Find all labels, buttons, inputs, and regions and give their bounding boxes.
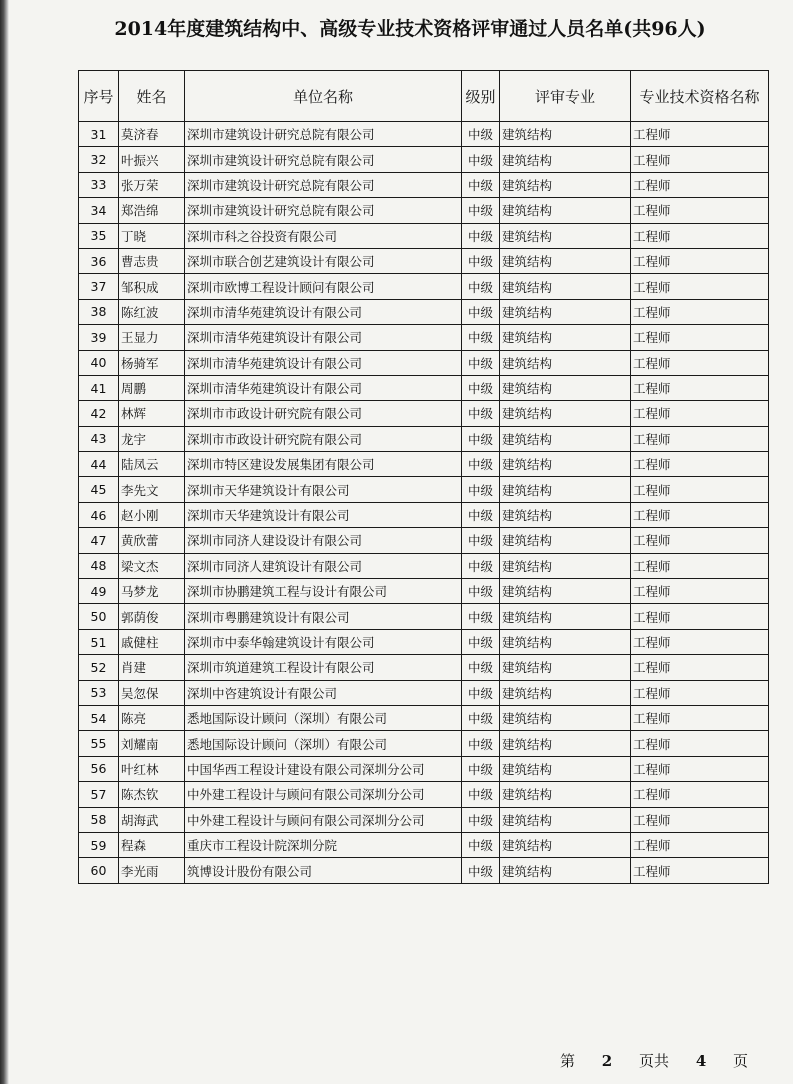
cell-name: 张万荣 xyxy=(119,172,185,197)
cell-level: 中级 xyxy=(462,553,500,578)
cell-level: 中级 xyxy=(462,604,500,629)
cell-seq: 45 xyxy=(79,477,119,502)
cell-unit: 深圳市建筑设计研究总院有限公司 xyxy=(185,172,462,197)
cell-level: 中级 xyxy=(462,477,500,502)
table-row xyxy=(79,248,769,273)
table-row xyxy=(79,604,769,629)
cell-seq: 34 xyxy=(79,198,119,223)
table-row xyxy=(79,147,769,172)
cell-seq: 41 xyxy=(79,375,119,400)
cell-major: 建筑结构 xyxy=(500,655,631,680)
cell-level: 中级 xyxy=(462,401,500,426)
cell-unit: 中国华西工程设计建设有限公司深圳分公司 xyxy=(185,756,462,781)
cell-major: 建筑结构 xyxy=(500,401,631,426)
cell-unit: 悉地国际设计顾问（深圳）有限公司 xyxy=(185,731,462,756)
cell-title: 工程师 xyxy=(631,655,769,680)
cell-title: 工程师 xyxy=(631,452,769,477)
cell-major: 建筑结构 xyxy=(500,274,631,299)
cell-title: 工程师 xyxy=(631,858,769,883)
cell-unit: 深圳市天华建筑设计有限公司 xyxy=(185,477,462,502)
cell-seq: 56 xyxy=(79,756,119,781)
cell-major: 建筑结构 xyxy=(500,579,631,604)
cell-unit: 深圳市清华苑建筑设计有限公司 xyxy=(185,299,462,324)
cell-title: 工程师 xyxy=(631,223,769,248)
table-row xyxy=(79,223,769,248)
cell-seq: 31 xyxy=(79,122,119,147)
table-row xyxy=(79,122,769,147)
cell-major: 建筑结构 xyxy=(500,426,631,451)
table-row xyxy=(79,502,769,527)
cell-major: 建筑结构 xyxy=(500,553,631,578)
cell-unit: 深圳市同济人建筑设计有限公司 xyxy=(185,553,462,578)
cell-seq: 57 xyxy=(79,782,119,807)
cell-unit: 深圳市欧博工程设计顾问有限公司 xyxy=(185,274,462,299)
table-row xyxy=(79,452,769,477)
cell-name: 郭荫俊 xyxy=(119,604,185,629)
cell-seq: 58 xyxy=(79,807,119,832)
cell-unit: 深圳市联合创艺建筑设计有限公司 xyxy=(185,248,462,273)
cell-level: 中级 xyxy=(462,274,500,299)
cell-unit: 深圳市粤鹏建筑设计有限公司 xyxy=(185,604,462,629)
cell-major: 建筑结构 xyxy=(500,223,631,248)
cell-major: 建筑结构 xyxy=(500,299,631,324)
cell-major: 建筑结构 xyxy=(500,680,631,705)
header-unit: 单位名称 xyxy=(185,71,462,122)
cell-level: 中级 xyxy=(462,122,500,147)
cell-level: 中级 xyxy=(462,705,500,730)
cell-title: 工程师 xyxy=(631,299,769,324)
cell-level: 中级 xyxy=(462,299,500,324)
cell-name: 曹志贵 xyxy=(119,248,185,273)
cell-title: 工程师 xyxy=(631,147,769,172)
table-row xyxy=(79,705,769,730)
cell-name: 李光雨 xyxy=(119,858,185,883)
cell-major: 建筑结构 xyxy=(500,452,631,477)
cell-unit: 深圳中咨建筑设计有限公司 xyxy=(185,680,462,705)
cell-title: 工程师 xyxy=(631,680,769,705)
cell-major: 建筑结构 xyxy=(500,528,631,553)
cell-seq: 42 xyxy=(79,401,119,426)
cell-name: 胡海武 xyxy=(119,807,185,832)
cell-level: 中级 xyxy=(462,528,500,553)
cell-title: 工程师 xyxy=(631,375,769,400)
cell-seq: 55 xyxy=(79,731,119,756)
cell-title: 工程师 xyxy=(631,579,769,604)
table-row xyxy=(79,477,769,502)
cell-title: 工程师 xyxy=(631,629,769,654)
table-row xyxy=(79,680,769,705)
table-row xyxy=(79,375,769,400)
header-level: 级别 xyxy=(462,71,500,122)
cell-major: 建筑结构 xyxy=(500,731,631,756)
cell-level: 中级 xyxy=(462,147,500,172)
cell-major: 建筑结构 xyxy=(500,782,631,807)
page-total: 4 xyxy=(695,1052,707,1070)
cell-seq: 47 xyxy=(79,528,119,553)
table-row xyxy=(79,198,769,223)
cell-seq: 52 xyxy=(79,655,119,680)
cell-unit: 深圳市同济人建设设计有限公司 xyxy=(185,528,462,553)
cell-unit: 筑博设计股份有限公司 xyxy=(185,858,462,883)
cell-title: 工程师 xyxy=(631,832,769,857)
cell-title: 工程师 xyxy=(631,172,769,197)
cell-unit: 中外建工程设计与顾问有限公司深圳分公司 xyxy=(185,782,462,807)
table-row xyxy=(79,579,769,604)
cell-seq: 44 xyxy=(79,452,119,477)
cell-name: 梁文杰 xyxy=(119,553,185,578)
cell-major: 建筑结构 xyxy=(500,832,631,857)
cell-seq: 38 xyxy=(79,299,119,324)
cell-title: 工程师 xyxy=(631,198,769,223)
table-row xyxy=(79,401,769,426)
page-prefix: 第 xyxy=(560,1052,576,1070)
cell-level: 中级 xyxy=(462,731,500,756)
table-row xyxy=(79,731,769,756)
cell-major: 建筑结构 xyxy=(500,502,631,527)
cell-level: 中级 xyxy=(462,655,500,680)
cell-name: 陆凤云 xyxy=(119,452,185,477)
cell-major: 建筑结构 xyxy=(500,172,631,197)
cell-title: 工程师 xyxy=(631,426,769,451)
cell-major: 建筑结构 xyxy=(500,325,631,350)
cell-seq: 37 xyxy=(79,274,119,299)
cell-seq: 39 xyxy=(79,325,119,350)
scan-edge xyxy=(0,0,9,1084)
cell-title: 工程师 xyxy=(631,528,769,553)
cell-name: 周鹏 xyxy=(119,375,185,400)
cell-seq: 46 xyxy=(79,502,119,527)
cell-title: 工程师 xyxy=(631,604,769,629)
cell-unit: 深圳市天华建筑设计有限公司 xyxy=(185,502,462,527)
cell-title: 工程师 xyxy=(631,756,769,781)
cell-seq: 49 xyxy=(79,579,119,604)
cell-title: 工程师 xyxy=(631,274,769,299)
cell-level: 中级 xyxy=(462,858,500,883)
cell-unit: 深圳市筑道建筑工程设计有限公司 xyxy=(185,655,462,680)
cell-major: 建筑结构 xyxy=(500,248,631,273)
cell-seq: 59 xyxy=(79,832,119,857)
page-suffix: 页 xyxy=(733,1052,749,1070)
table-row xyxy=(79,299,769,324)
cell-major: 建筑结构 xyxy=(500,350,631,375)
cell-major: 建筑结构 xyxy=(500,375,631,400)
cell-title: 工程师 xyxy=(631,325,769,350)
cell-level: 中级 xyxy=(462,452,500,477)
header-title: 专业技术资格名称 xyxy=(631,71,769,122)
cell-name: 郑浩绵 xyxy=(119,198,185,223)
cell-unit: 深圳市市政设计研究院有限公司 xyxy=(185,401,462,426)
cell-title: 工程师 xyxy=(631,553,769,578)
cell-name: 陈亮 xyxy=(119,705,185,730)
cell-unit: 深圳市清华苑建筑设计有限公司 xyxy=(185,350,462,375)
table-row xyxy=(79,655,769,680)
cell-unit: 重庆市工程设计院深圳分院 xyxy=(185,832,462,857)
cell-unit: 深圳市中泰华翰建筑设计有限公司 xyxy=(185,629,462,654)
cell-major: 建筑结构 xyxy=(500,477,631,502)
cell-level: 中级 xyxy=(462,807,500,832)
cell-major: 建筑结构 xyxy=(500,147,631,172)
table-row xyxy=(79,832,769,857)
cell-unit: 深圳市建筑设计研究总院有限公司 xyxy=(185,122,462,147)
cell-name: 马梦龙 xyxy=(119,579,185,604)
cell-level: 中级 xyxy=(462,223,500,248)
cell-level: 中级 xyxy=(462,172,500,197)
cell-name: 叶红林 xyxy=(119,756,185,781)
cell-seq: 35 xyxy=(79,223,119,248)
cell-level: 中级 xyxy=(462,325,500,350)
cell-level: 中级 xyxy=(462,579,500,604)
cell-name: 肖建 xyxy=(119,655,185,680)
cell-unit: 深圳市协鹏建筑工程与设计有限公司 xyxy=(185,579,462,604)
cell-unit: 深圳市清华苑建筑设计有限公司 xyxy=(185,325,462,350)
cell-title: 工程师 xyxy=(631,731,769,756)
cell-level: 中级 xyxy=(462,248,500,273)
header-seq: 序号 xyxy=(79,71,119,122)
cell-unit: 中外建工程设计与顾问有限公司深圳分公司 xyxy=(185,807,462,832)
cell-name: 陈杰钦 xyxy=(119,782,185,807)
cell-title: 工程师 xyxy=(631,782,769,807)
cell-major: 建筑结构 xyxy=(500,858,631,883)
cell-title: 工程师 xyxy=(631,807,769,832)
cell-name: 林辉 xyxy=(119,401,185,426)
cell-unit: 深圳市建筑设计研究总院有限公司 xyxy=(185,147,462,172)
cell-major: 建筑结构 xyxy=(500,198,631,223)
table-row xyxy=(79,756,769,781)
cell-major: 建筑结构 xyxy=(500,807,631,832)
cell-seq: 60 xyxy=(79,858,119,883)
cell-level: 中级 xyxy=(462,782,500,807)
table-row xyxy=(79,858,769,883)
cell-name: 李先文 xyxy=(119,477,185,502)
cell-level: 中级 xyxy=(462,756,500,781)
cell-title: 工程师 xyxy=(631,350,769,375)
cell-seq: 51 xyxy=(79,629,119,654)
cell-level: 中级 xyxy=(462,375,500,400)
cell-unit: 深圳市特区建设发展集团有限公司 xyxy=(185,452,462,477)
cell-title: 工程师 xyxy=(631,502,769,527)
cell-title: 工程师 xyxy=(631,401,769,426)
table-row xyxy=(79,325,769,350)
cell-name: 戚健柱 xyxy=(119,629,185,654)
table-row xyxy=(79,528,769,553)
cell-level: 中级 xyxy=(462,198,500,223)
cell-name: 王显力 xyxy=(119,325,185,350)
header-major: 评审专业 xyxy=(500,71,631,122)
cell-level: 中级 xyxy=(462,680,500,705)
cell-unit: 深圳市市政设计研究院有限公司 xyxy=(185,426,462,451)
cell-seq: 43 xyxy=(79,426,119,451)
cell-unit: 悉地国际设计顾问（深圳）有限公司 xyxy=(185,705,462,730)
cell-major: 建筑结构 xyxy=(500,122,631,147)
table-header-row xyxy=(79,71,769,122)
cell-major: 建筑结构 xyxy=(500,705,631,730)
page-current: 2 xyxy=(601,1052,613,1070)
cell-name: 杨骑军 xyxy=(119,350,185,375)
cell-name: 程森 xyxy=(119,832,185,857)
page-footer xyxy=(560,1050,748,1071)
table-row xyxy=(79,553,769,578)
cell-name: 丁晓 xyxy=(119,223,185,248)
cell-name: 邹积成 xyxy=(119,274,185,299)
cell-title: 工程师 xyxy=(631,248,769,273)
cell-level: 中级 xyxy=(462,832,500,857)
cell-seq: 32 xyxy=(79,147,119,172)
cell-level: 中级 xyxy=(462,350,500,375)
cell-name: 赵小刚 xyxy=(119,502,185,527)
cell-name: 陈红波 xyxy=(119,299,185,324)
table-row xyxy=(79,274,769,299)
cell-seq: 36 xyxy=(79,248,119,273)
table-row xyxy=(79,807,769,832)
cell-level: 中级 xyxy=(462,502,500,527)
cell-unit: 深圳市科之谷投资有限公司 xyxy=(185,223,462,248)
cell-name: 黄欣蕾 xyxy=(119,528,185,553)
cell-name: 刘耀南 xyxy=(119,731,185,756)
cell-name: 叶振兴 xyxy=(119,147,185,172)
cell-seq: 53 xyxy=(79,680,119,705)
page-middle: 页共 xyxy=(639,1052,670,1070)
header-name: 姓名 xyxy=(119,71,185,122)
cell-major: 建筑结构 xyxy=(500,756,631,781)
cell-title: 工程师 xyxy=(631,122,769,147)
cell-title: 工程师 xyxy=(631,477,769,502)
roster-table xyxy=(78,70,769,884)
table-row xyxy=(79,782,769,807)
cell-name: 莫济春 xyxy=(119,122,185,147)
cell-major: 建筑结构 xyxy=(500,604,631,629)
cell-seq: 40 xyxy=(79,350,119,375)
cell-unit: 深圳市清华苑建筑设计有限公司 xyxy=(185,375,462,400)
cell-seq: 48 xyxy=(79,553,119,578)
cell-unit: 深圳市建筑设计研究总院有限公司 xyxy=(185,198,462,223)
cell-seq: 33 xyxy=(79,172,119,197)
table-row xyxy=(79,426,769,451)
table-row xyxy=(79,350,769,375)
cell-name: 吴忽保 xyxy=(119,680,185,705)
cell-level: 中级 xyxy=(462,629,500,654)
cell-major: 建筑结构 xyxy=(500,629,631,654)
cell-name: 龙宇 xyxy=(119,426,185,451)
cell-level: 中级 xyxy=(462,426,500,451)
cell-seq: 54 xyxy=(79,705,119,730)
document-title: 2014年度建筑结构中、高级专业技术资格评审通过人员名单(共96人) xyxy=(114,18,706,40)
cell-seq: 50 xyxy=(79,604,119,629)
table-row xyxy=(79,629,769,654)
table-row xyxy=(79,172,769,197)
cell-title: 工程师 xyxy=(631,705,769,730)
